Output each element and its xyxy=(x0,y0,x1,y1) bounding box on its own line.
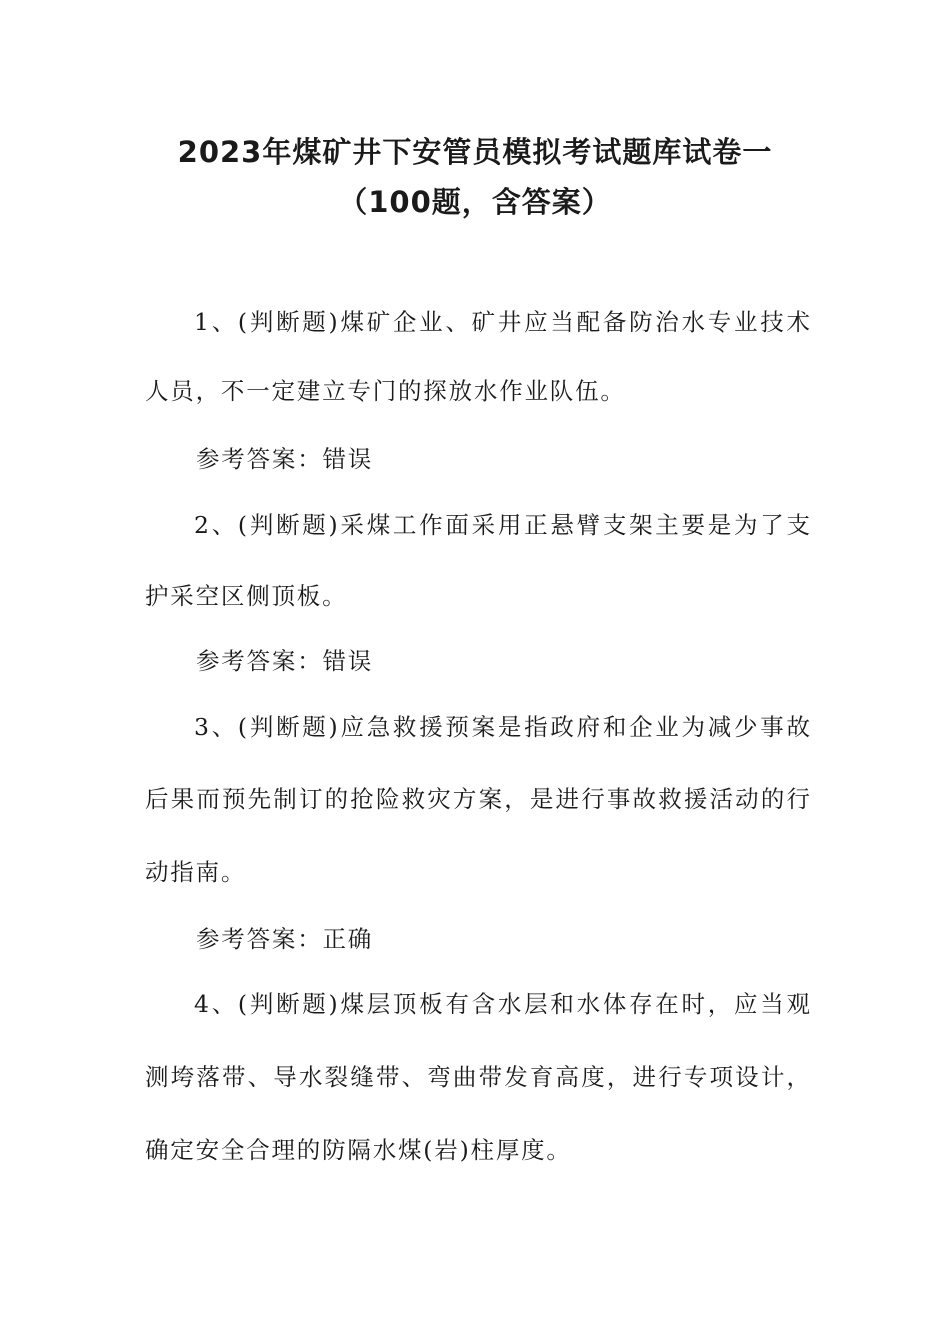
question-3-line-1: 3、(判断题)应急救援预案是指政府和企业为减少事故 xyxy=(194,713,810,741)
question-2-line-2: 护采空区侧顶板。 xyxy=(145,582,348,610)
question-3-line-2: 后果而预先制订的抢险救灾方案，是进行事故救援活动的行 xyxy=(145,785,810,813)
question-1-answer: 参考答案：错误 xyxy=(196,445,374,473)
question-3-line-3: 动指南。 xyxy=(145,858,247,886)
question-3-answer: 参考答案：正确 xyxy=(196,925,374,953)
document-subtitle: （100题，含答案） xyxy=(338,185,612,219)
question-4-line-1: 4、(判断题)煤层顶板有含水层和水体存在时，应当观 xyxy=(194,990,810,1018)
document-title: 2023年煤矿井下安管员模拟考试题库试卷一 xyxy=(177,135,773,169)
question-2-line-1: 2、(判断题)采煤工作面采用正悬臂支架主要是为了支 xyxy=(194,511,810,539)
question-1-line-2: 人员，不一定建立专门的探放水作业队伍。 xyxy=(145,377,626,405)
question-4-line-3: 确定安全合理的防隔水煤(岩)柱厚度。 xyxy=(145,1136,572,1164)
question-2-answer: 参考答案：错误 xyxy=(196,647,374,675)
question-4-line-2: 测垮落带、导水裂缝带、弯曲带发育高度，进行专项设计， xyxy=(145,1063,810,1091)
question-1-line-1: 1、(判断题)煤矿企业、矿井应当配备防治水专业技术 xyxy=(194,308,810,336)
